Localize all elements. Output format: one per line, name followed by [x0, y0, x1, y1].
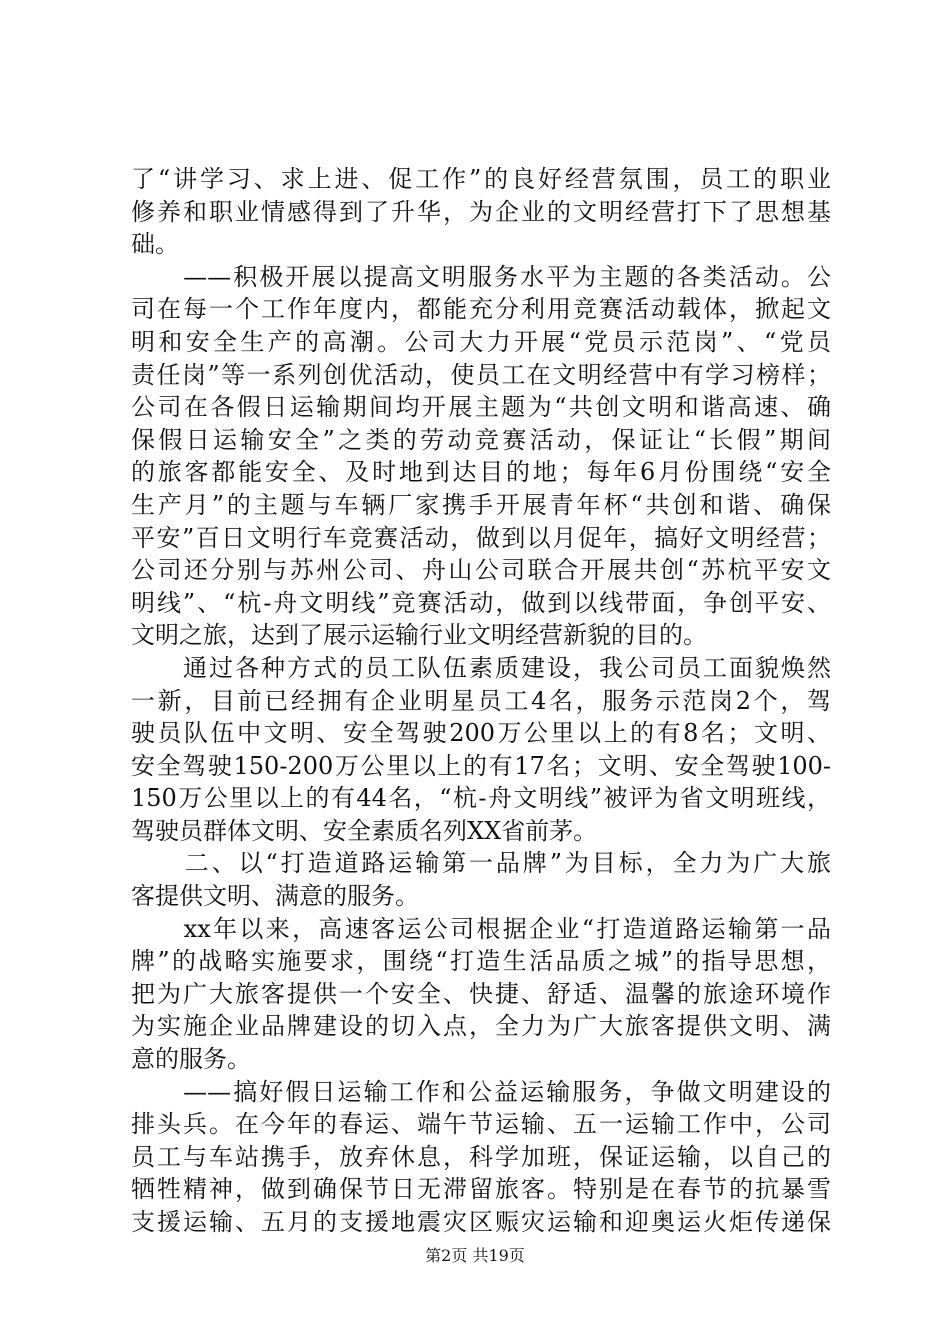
text-line: 二、以“打造道路运输第一品牌”为目标，全力为广大旅	[131, 849, 831, 878]
text-line: 明线”、“杭-舟文明线”竞赛活动，做到以线带面，争创平安、	[131, 588, 831, 617]
text-line: 牌”的战略实施要求，围绕“打造生活品质之城”的指导思想，	[131, 947, 831, 976]
text-line: 了“讲学习、求上进、促工作”的良好经营氛围，员工的职业	[131, 165, 831, 193]
text-line: 公司还分别与苏州公司、舟山公司联合开展共创“苏杭平安文	[131, 556, 831, 585]
text-line: 牺牲精神，做到确保节日无滞留旅客。特别是在春节的抗暴雪	[131, 1175, 831, 1204]
text-line: 安全驾驶150-200万公里以上的有17名；文明、安全驾驶100-	[131, 751, 831, 780]
text-line: 一新，目前已经拥有企业明星员工4名，服务示范岗2个，驾	[131, 686, 831, 715]
text-line: 司在每一个工作年度内，都能充分利用竞赛活动载体，掀起文	[131, 295, 831, 324]
text-line: 础。	[131, 230, 179, 259]
text-line: 为实施企业品牌建设的切入点，全力为广大旅客提供文明、满	[131, 1012, 831, 1041]
text-line: 生产月”的主题与车辆厂家携手开展青年杯“共创和谐、确保	[131, 490, 831, 519]
text-line: 的旅客都能安全、及时地到达目的地；每年6月份围绕“安全	[131, 458, 831, 487]
text-line: xx年以来，高速客运公司根据企业“打造道路运输第一品	[131, 914, 831, 943]
text-line: 驶员队伍中文明、安全驾驶200万公里以上的有8名；文明、	[131, 719, 831, 748]
text-line: ——搞好假日运输工作和公益运输服务，争做文明建设的	[131, 1077, 831, 1106]
text-line: 文明之旅，达到了展示运输行业文明经营新貌的目的。	[131, 621, 707, 650]
text-line: 客提供文明、满意的服务。	[131, 882, 419, 911]
text-line: 责任岗”等一系列创优活动，使员工在文明经营中有学习榜样；	[131, 360, 831, 389]
text-line: 150万公里以上的有44名，“杭-舟文明线”被评为省文明班线，	[131, 784, 831, 813]
text-line: 把为广大旅客提供一个安全、快捷、舒适、温馨的旅途环境作	[131, 979, 831, 1008]
text-line: 驾驶员群体文明、安全素质名列XX省前茅。	[131, 816, 598, 845]
text-line: 支援运输、五月的支援地震灾区赈灾运输和迎奥运火炬传递保	[131, 1208, 831, 1236]
body-text	[131, 163, 831, 1239]
text-line: 明和安全生产的高潮。公司大力开展“党员示范岗”、“党员	[131, 327, 831, 356]
text-line: 通过各种方式的员工队伍素质建设，我公司员工面貌焕然	[131, 653, 831, 682]
text-line: 公司在各假日运输期间均开展主题为“共创文明和谐高速、确	[131, 393, 831, 422]
text-line: 修养和职业情感得到了升华，为企业的文明经营打下了思想基	[131, 197, 831, 226]
text-line: 保假日运输安全”之类的劳动竞赛活动，保证让“长假”期间	[131, 425, 831, 454]
text-line: ——积极开展以提高文明服务水平为主题的各类活动。公	[131, 262, 831, 291]
page-footer: 第2页 共19页	[425, 1246, 525, 1265]
text-line: 意的服务。	[131, 1045, 251, 1074]
text-line: 排头兵。在今年的春运、端午节运输、五一运输工作中，公司	[131, 1110, 831, 1139]
text-line: 员工与车站携手，放弃休息，科学加班，保证运输，以自己的	[131, 1142, 831, 1171]
text-line: 平安”百日文明行车竞赛活动，做到以月促年，搞好文明经营；	[131, 523, 831, 552]
